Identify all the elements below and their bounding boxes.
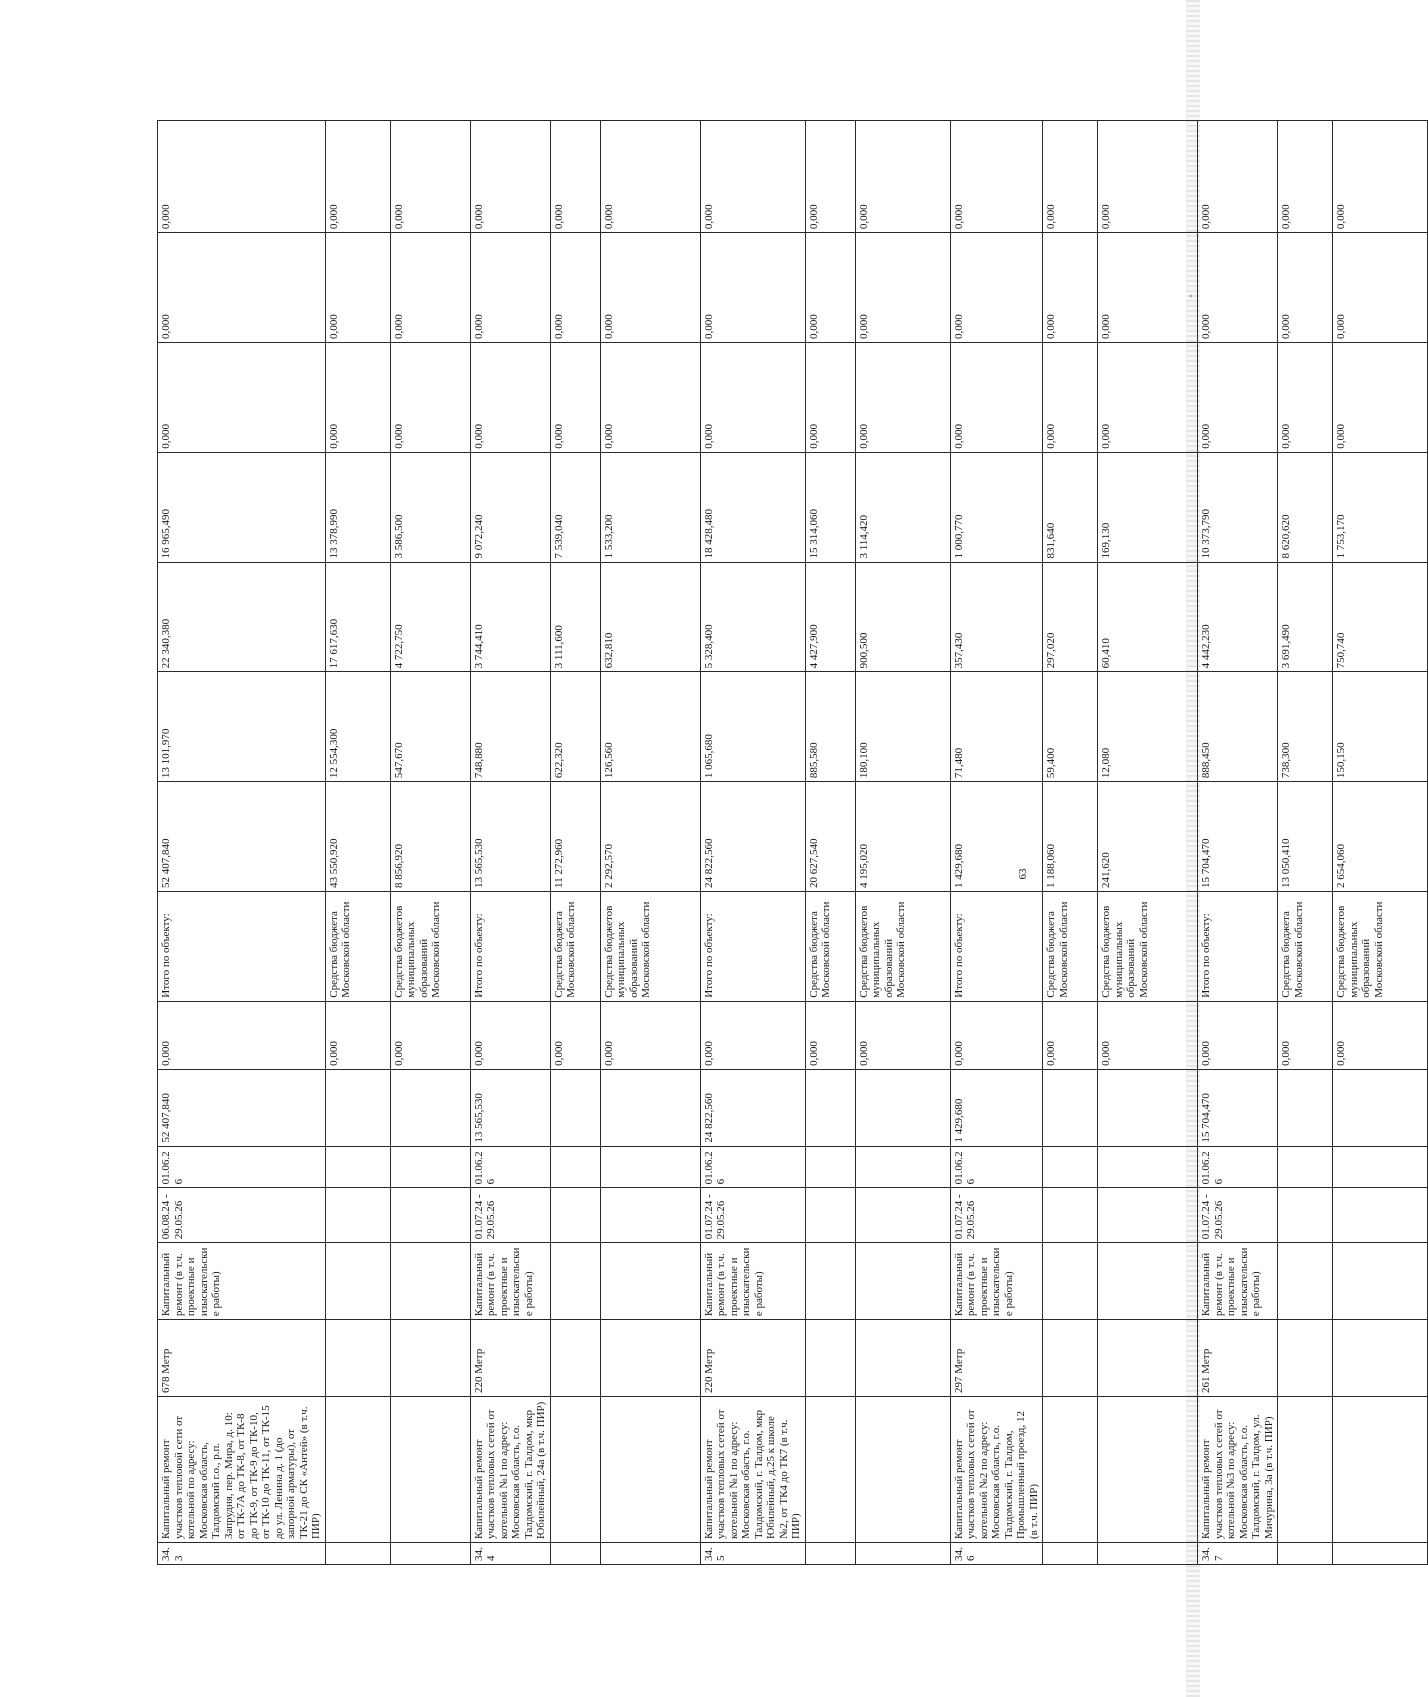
amount-cell: 17 617,630 [325,562,390,672]
amount-cell: 0,000 [325,233,390,343]
work-type-cont [1333,1243,1428,1320]
amount-cell: 547,670 [390,672,470,782]
total-cost-cont [805,1069,855,1146]
table-row [550,121,600,1565]
total-cost-cont [325,1069,390,1146]
amount-cell: 2 292,570 [600,782,700,892]
amount-cell: 900,500 [855,562,950,672]
work-type: Капитальный ремонт (в т.ч. проектные и изыскательские работы) [950,1243,1043,1320]
financed-amount: 0,000 [470,1001,550,1069]
row-number-cont [550,1543,600,1565]
commissioning-date-cont [600,1146,700,1188]
amount-cell: 22 340,380 [158,562,326,672]
row-number-cont [855,1543,950,1565]
amount-cell: 1 000,770 [950,452,1043,562]
row-number-cont [1278,1543,1333,1565]
work-type-cont [550,1243,600,1320]
amount-cell: 43 550,920 [325,782,390,892]
financed-amount: 0,000 [390,1001,470,1069]
amount-cell: 0,000 [600,233,700,343]
page-number: 63 [1017,868,1029,880]
amount-cell: 169,130 [1098,452,1198,562]
amount-cell: 0,000 [700,342,805,452]
object-name: Капитальный ремонт участков тепловых сетей от котельной №1 по адресу: Московская обасть, г.о. Талдомский, г. Талдом, мкр Юбилейный, д.25 к школе №2, от ТК4 до ТК7 (в т.ч. ПИР) [700,1397,805,1543]
row-number: 34.6 [950,1543,1043,1565]
amount-cell: 0,000 [1333,342,1428,452]
amount-cell: 0,000 [600,342,700,452]
amount-cell: 0,000 [470,233,550,343]
amount-cell: 622,320 [550,672,600,782]
financed-amount: 0,000 [1333,1001,1428,1069]
object-name-cont [855,1397,950,1543]
amount-cell: 0,000 [805,121,855,233]
work-period-cont [325,1188,390,1243]
total-cost-cont [855,1069,950,1146]
amount-cell: 1 188,060 [1043,782,1098,892]
work-type: Капитальный ремонт (в т.ч. проектные и изыскательские работы) [158,1243,326,1320]
financed-amount: 0,000 [950,1001,1043,1069]
work-type: Капитальный ремонт (в т.ч. проектные и изыскательские работы) [1198,1243,1278,1320]
capacity-cont [805,1320,855,1397]
funding-source: Итого по объекту: [950,891,1043,1001]
capacity: 297 Метр [950,1320,1043,1397]
total-cost-cont [550,1069,600,1146]
amount-cell: 180,100 [855,672,950,782]
financed-amount: 0,000 [1098,1001,1198,1069]
work-period: 06.08.24 - 29.05.26 [158,1188,326,1243]
amount-cell: 885,580 [805,672,855,782]
amount-cell: 10 373,790 [1198,452,1278,562]
object-name-cont [550,1397,600,1543]
capacity-cont [1043,1320,1098,1397]
work-period: 01.07.24 - 29.05.26 [1198,1188,1278,1243]
work-type-cont [390,1243,470,1320]
amount-cell: 888,450 [1198,672,1278,782]
amount-cell: 18 428,480 [700,452,805,562]
capacity-cont [1278,1320,1333,1397]
amount-cell: 0,000 [950,342,1043,452]
amount-cell: 0,000 [1098,121,1198,233]
work-type-cont [1098,1243,1198,1320]
table-row [805,121,855,1565]
amount-cell: 15 704,470 [1198,782,1278,892]
total-cost-cont [600,1069,700,1146]
work-period: 01.07.24 - 29.05.26 [700,1188,805,1243]
object-name-cont [600,1397,700,1543]
commissioning-date: 01.06.26 [158,1146,326,1188]
financed-amount: 0,000 [1198,1001,1278,1069]
amount-cell: 0,000 [158,342,326,452]
amount-cell: 0,000 [325,342,390,452]
funding-source: Итого по объекту: [158,891,326,1001]
work-period-cont [1043,1188,1098,1243]
work-period: 01.07.24 - 29.05.26 [950,1188,1043,1243]
amount-cell: 0,000 [390,342,470,452]
amount-cell: 16 965,490 [158,452,326,562]
amount-cell: 1 753,170 [1333,452,1428,562]
capacity: 678 Метр [158,1320,326,1397]
amount-cell: 0,000 [390,121,470,233]
funding-source: Средства бюджетов муниципальных образований Московской области [855,891,950,1001]
commissioning-date-cont [325,1146,390,1188]
row-number: 34.5 [700,1543,805,1565]
amount-cell: 0,000 [1043,342,1098,452]
amount-cell: 0,000 [855,121,950,233]
funding-source: Средства бюджета Московской области [1043,891,1098,1001]
table-row [1278,121,1333,1565]
funding-source: Итого по объекту: [1198,891,1278,1001]
amount-cell: 2 654,060 [1333,782,1428,892]
amount-cell: 71,480 [950,672,1043,782]
object-name-cont [1278,1397,1333,1543]
object-name-cont [325,1397,390,1543]
amount-cell: 20 627,540 [805,782,855,892]
commissioning-date-cont [550,1146,600,1188]
commissioning-date-cont [855,1146,950,1188]
financed-amount: 0,000 [325,1001,390,1069]
amount-cell: 297,020 [1043,562,1098,672]
work-period-cont [1278,1188,1333,1243]
amount-cell: 0,000 [855,342,950,452]
amount-cell: 0,000 [390,233,470,343]
commissioning-date: 01.06.26 [950,1146,1043,1188]
amount-cell: 8 620,620 [1278,452,1333,562]
amount-cell: 7 539,040 [550,452,600,562]
capacity: 220 Метр [700,1320,805,1397]
commissioning-date-cont [390,1146,470,1188]
row-number-cont [390,1543,470,1565]
total-cost-cont [1278,1069,1333,1146]
funding-source: Средства бюджетов муниципальных образований Московской области [600,891,700,1001]
amount-cell: 748,880 [470,672,550,782]
amount-cell: 0,000 [805,342,855,452]
amount-cell: 1 533,200 [600,452,700,562]
table-row [158,121,326,1565]
amount-cell: 4 722,750 [390,562,470,672]
commissioning-date-cont [1043,1146,1098,1188]
work-period-cont [855,1188,950,1243]
work-period-cont [390,1188,470,1243]
amount-cell: 4 195,020 [855,782,950,892]
amount-cell: 0,000 [1278,342,1333,452]
funding-source: Средства бюджетов муниципальных образований Московской области [1333,891,1428,1001]
amount-cell: 0,000 [855,233,950,343]
capacity-cont [1333,1320,1428,1397]
work-period-cont [1098,1188,1198,1243]
amount-cell: 0,000 [700,233,805,343]
total-cost: 15 704,470 [1198,1069,1278,1146]
amount-cell: 0,000 [600,121,700,233]
work-type-cont [600,1243,700,1320]
financed-amount: 0,000 [805,1001,855,1069]
amount-cell: 13 378,990 [325,452,390,562]
work-type: Капитальный ремонт (в т.ч. проектные и изыскательские работы) [470,1243,550,1320]
amount-cell: 0,000 [805,233,855,343]
amount-cell: 13 050,410 [1278,782,1333,892]
capacity-cont [855,1320,950,1397]
row-number-cont [1098,1543,1198,1565]
amount-cell: 13 101,970 [158,672,326,782]
amount-cell: 0,000 [950,233,1043,343]
amount-cell: 11 272,960 [550,782,600,892]
commissioning-date: 01.06.26 [1198,1146,1278,1188]
financed-amount: 0,000 [1278,1001,1333,1069]
amount-cell: 4 427,900 [805,562,855,672]
amount-cell: 0,000 [470,342,550,452]
financed-amount: 0,000 [855,1001,950,1069]
object-name: Капитальный ремонт участков тепловых сетей от котельной №2 по адресу: Московская область, г.о. Талдомский, г. Талдом, Промышленный проезд, 12 (в т.ч. ПИР) [950,1397,1043,1543]
total-cost-cont [390,1069,470,1146]
commissioning-date-cont [1278,1146,1333,1188]
amount-cell: 0,000 [325,121,390,233]
table-row [1333,121,1428,1565]
amount-cell: 0,000 [1198,233,1278,343]
amount-cell: 3 111,600 [550,562,600,672]
funding-source: Средства бюджетов муниципальных образований Московской области [1098,891,1198,1001]
object-name-cont [805,1397,855,1543]
amount-cell: 0,000 [1333,121,1428,233]
financed-amount: 0,000 [550,1001,600,1069]
amount-cell: 4 442,230 [1198,562,1278,672]
table-row [1198,121,1278,1565]
capacity-cont [325,1320,390,1397]
amount-cell: 0,000 [1098,342,1198,452]
amount-cell: 0,000 [1043,233,1098,343]
commissioning-date-cont [805,1146,855,1188]
amount-cell: 60,410 [1098,562,1198,672]
amount-cell: 241,620 [1098,782,1198,892]
capacity-cont [1098,1320,1198,1397]
amount-cell: 0,000 [950,121,1043,233]
total-cost-cont [1043,1069,1098,1146]
amount-cell: 24 822,560 [700,782,805,892]
amount-cell: 0,000 [1278,121,1333,233]
amount-cell: 0,000 [1278,233,1333,343]
rotated-page [157,120,1385,1565]
table-row [470,121,550,1565]
row-number-cont [600,1543,700,1565]
amount-cell: 738,300 [1278,672,1333,782]
amount-cell: 831,640 [1043,452,1098,562]
amount-cell: 3 114,420 [855,452,950,562]
work-type-cont [1278,1243,1333,1320]
capacity-cont [390,1320,470,1397]
table-body [158,121,1428,1565]
amount-cell: 3 744,410 [470,562,550,672]
object-name: Капитальный ремонт участков тепловых сетей от котельной №1 по адресу: Московская область, г.о. Талдомский, г. Талдом, мкр Юбилейный, 24а (в т.ч. ПИР) [470,1397,550,1543]
amount-cell: 357,430 [950,562,1043,672]
row-number-cont [325,1543,390,1565]
object-name: Капитальный ремонт участков тепловых сетей от котельной №3 по адресу: Московская область, г.о. Талдомский, г. Талдом, ул. Мичурина, 3а (в т.ч. ПИР) [1198,1397,1278,1543]
funding-source: Итого по объекту: [470,891,550,1001]
work-period-cont [600,1188,700,1243]
total-cost: 52 407,840 [158,1069,326,1146]
amount-cell: 12 554,300 [325,672,390,782]
amount-cell: 0,000 [158,233,326,343]
commissioning-date: 01.06.26 [700,1146,805,1188]
amount-cell: 1 065,680 [700,672,805,782]
row-number-cont [805,1543,855,1565]
table-row [390,121,470,1565]
amount-cell: 59,400 [1043,672,1098,782]
amount-cell: 632,810 [600,562,700,672]
row-number: 34.3 [158,1543,326,1565]
work-period-cont [550,1188,600,1243]
amount-cell: 0,000 [1333,233,1428,343]
commissioning-date-cont [1098,1146,1198,1188]
funding-source: Средства бюджета Московской области [325,891,390,1001]
amount-cell: 0,000 [1098,233,1198,343]
capacity: 261 Метр [1198,1320,1278,1397]
amount-cell: 5 328,400 [700,562,805,672]
object-name: Капитальный ремонт участков тепловой сети от котельной по адресу: Московская область, Талдомский г.о., р.п. Запрудня, пер. Мира, д. 10: от ТК-7А до ТК-8, от ТК-8 до ТК-9, от ТК-9 до ТК-10, от ТК-10 до ТК-11, от ТК-15 до ул. Ленина д. 1 (до запорной арматуры), от ТК-21 до СК «Антей» (в т.ч. ПИР) [158,1397,326,1543]
work-type-cont [325,1243,390,1320]
work-period: 01.07.24 - 29.05.26 [470,1188,550,1243]
funding-source: Средства бюджета Московской области [1278,891,1333,1001]
object-name-cont [1043,1397,1098,1543]
row-number: 34.7 [1198,1543,1278,1565]
funding-source: Средства бюджета Московской области [550,891,600,1001]
capacity-cont [550,1320,600,1397]
funding-source: Средства бюджетов муниципальных образований Московской области [390,891,470,1001]
total-cost-cont [1098,1069,1198,1146]
financed-amount: 0,000 [700,1001,805,1069]
amount-cell: 1 429,680 [950,782,1043,892]
table-row [600,121,700,1565]
amount-cell: 0,000 [1198,121,1278,233]
amount-cell: 12,080 [1098,672,1198,782]
amount-cell: 9 072,240 [470,452,550,562]
work-period-cont [1333,1188,1428,1243]
total-cost: 1 429,680 [950,1069,1043,1146]
financed-amount: 0,000 [1043,1001,1098,1069]
financed-amount: 0,000 [158,1001,326,1069]
table-row [950,121,1043,1565]
table-row [325,121,390,1565]
commissioning-date: 01.06.26 [470,1146,550,1188]
work-type-cont [1043,1243,1098,1320]
work-type-cont [805,1243,855,1320]
table-row [700,121,805,1565]
amount-cell: 126,560 [600,672,700,782]
amount-cell: 0,000 [550,121,600,233]
capacity-cont [600,1320,700,1397]
amount-cell: 8 856,920 [390,782,470,892]
amount-cell: 0,000 [1043,121,1098,233]
amount-cell: 13 565,530 [470,782,550,892]
table-row [1098,121,1198,1565]
amount-cell: 0,000 [158,121,326,233]
object-name-cont [1098,1397,1198,1543]
amount-cell: 0,000 [1198,342,1278,452]
commissioning-date-cont [1333,1146,1428,1188]
amount-cell: 0,000 [550,342,600,452]
table-row [855,121,950,1565]
amount-cell: 750,740 [1333,562,1428,672]
financing-table [157,120,1428,1565]
funding-source: Средства бюджета Московской области [805,891,855,1001]
amount-cell: 3 691,490 [1278,562,1333,672]
amount-cell: 150,150 [1333,672,1428,782]
work-type: Капитальный ремонт (в т.ч. проектные и изыскательские работы) [700,1243,805,1320]
funding-source: Итого по объекту: [700,891,805,1001]
table-row [1043,121,1098,1565]
row-number: 34.4 [470,1543,550,1565]
row-number-cont [1043,1543,1098,1565]
total-cost: 13 565,530 [470,1069,550,1146]
work-type-cont [855,1243,950,1320]
amount-cell: 52 407,840 [158,782,326,892]
total-cost: 24 822,560 [700,1069,805,1146]
object-name-cont [1333,1397,1428,1543]
financed-amount: 0,000 [600,1001,700,1069]
amount-cell: 15 314,060 [805,452,855,562]
amount-cell: 0,000 [700,121,805,233]
amount-cell: 3 586,500 [390,452,470,562]
work-period-cont [805,1188,855,1243]
object-name-cont [390,1397,470,1543]
row-number-cont [1333,1543,1428,1565]
capacity: 220 Метр [470,1320,550,1397]
total-cost-cont [1333,1069,1428,1146]
amount-cell: 0,000 [550,233,600,343]
amount-cell: 0,000 [470,121,550,233]
